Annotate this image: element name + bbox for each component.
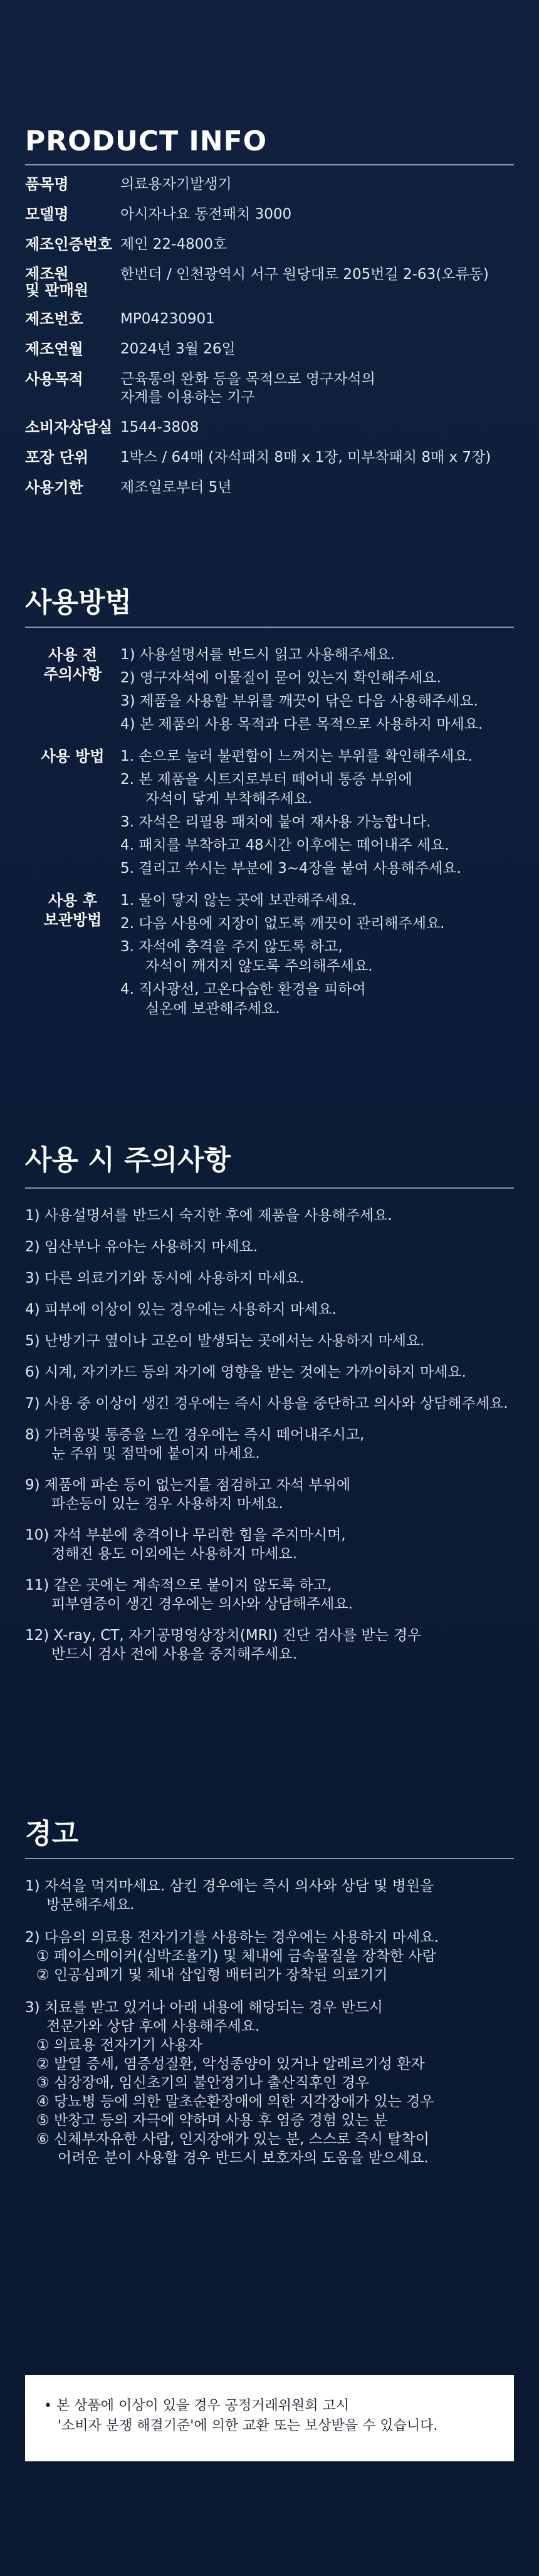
info-label: 제조연월 [25, 340, 83, 358]
info-row [25, 479, 514, 497]
info-value: MP04230901 [120, 311, 215, 327]
usage-table [25, 645, 514, 1031]
usage-group [25, 891, 514, 1023]
notice-text: • 본 상품에 이상이 있을 경우 공정거래위원회 고시 '소비자 분쟁 해결기준'에 의한 교환 또는 보상받을 수 있습니다. [44, 2398, 438, 2434]
caution-item: 4) 피부에 이상이 있는 경우에는 사용하지 마세요. [25, 1301, 337, 1318]
info-row [25, 236, 514, 254]
usage-item: 2) 영구자석에 이물질이 묻어 있는지 확인해주세요. [120, 670, 441, 686]
warning-item [25, 1877, 514, 1914]
info-value: 아시자나요 동전패치 3000 [120, 206, 292, 222]
info-row [25, 419, 514, 437]
info-value: 제조일로부터 5년 [120, 479, 232, 496]
usage-group [25, 747, 514, 882]
warning-item-text: 1) 자석을 먹지마세요. 삼킨 경우에는 즉시 의사와 상담 및 병원을 방문해주세요. [25, 1878, 434, 1913]
info-value: 근육통의 완화 등을 목적으로 영구자석의 자계를 이용하는 기구 [120, 371, 375, 405]
divider [25, 1187, 514, 1189]
caution-item: 2) 임산부나 유아는 사용하지 마세요. [25, 1239, 258, 1255]
info-label: 품목명 [25, 175, 69, 193]
info-row [25, 206, 514, 224]
warning-sub-item: ③ 심장장애, 임신초기의 불안정기나 출산직후인 경우 [36, 2075, 370, 2091]
caution-item: 12) X-ray, CT, 자기공명영상장치(MRI) 진단 검사를 받는 경우 반드시 검사 전에 사용을 중지해주세요. [25, 1627, 422, 1662]
usage-group-label: 사용 방법 [41, 748, 105, 765]
info-label: 모델명 [25, 206, 69, 223]
caution-item: 6) 시계, 자기카드 등의 자기에 영향을 받는 것에는 가까이하지 마세요. [25, 1364, 466, 1380]
warning-sub-item: ② 발열 증세, 염증성질환, 악성종양이 있거나 알레르기성 환자 [36, 2056, 425, 2072]
info-row [25, 266, 514, 298]
usage-group-items [120, 891, 514, 1023]
info-row [25, 449, 514, 467]
info-label: 사용기한 [25, 479, 83, 496]
usage-item: 3. 자석은 리필용 패치에 붙여 재사용 가능합니다. [120, 814, 431, 830]
info-value: 한번더 / 인천광역시 서구 원당대로 205번길 2-63(오류동) [120, 266, 489, 283]
info-label: 소비자상담실 [25, 419, 113, 436]
info-value: 2024년 3월 26일 [120, 341, 236, 357]
product-info-table [25, 175, 514, 509]
info-label: 사용목적 [25, 370, 83, 388]
warning-item [25, 1998, 514, 2167]
caution-item: 1) 사용설명서를 반드시 숙지한 후에 제품을 사용해주세요. [25, 1207, 392, 1224]
info-row [25, 175, 514, 194]
info-value: 1박스 / 64매 (자석패치 8매 x 1장, 미부착패치 8매 x 7장) [120, 449, 491, 466]
caution-item: 11) 같은 곳에는 계속적으로 붙이지 않도록 하고, 피부염증이 생긴 경우에는 의사와 상담해주세요. [25, 1577, 353, 1612]
caution-item: 5) 난방기구 옆이나 고온이 발생되는 곳에서는 사용하지 마세요. [25, 1333, 425, 1349]
info-value: 의료용자기발생기 [120, 176, 232, 192]
caution-item: 3) 다른 의료기기와 동시에 사용하지 마세요. [25, 1270, 305, 1286]
info-label: 포장 단위 [25, 449, 89, 466]
caution-item: 7) 사용 중 이상이 생긴 경우에는 즉시 사용을 중단하고 의사와 상담해주세요. [25, 1395, 508, 1412]
warning-sub-item: ① 페이스메이커(심박조율기) 및 체내에 금속물질을 장착한 사람 [36, 1948, 436, 1964]
info-label: 제조원 및 판매원 [25, 265, 89, 299]
usage-group-items [120, 645, 514, 738]
caution-item: 9) 제품에 파손 등이 없는지를 점검하고 자석 부위에 파손등이 있는 경우 사용하지 마세요. [25, 1477, 351, 1512]
usage-group-label: 사용 후 보관방법 [43, 892, 102, 929]
usage-item: 4. 직사광선, 고온다습한 환경을 피하여 실온에 보관해주세요. [120, 981, 366, 1017]
usage-item: 2. 다음 사용에 지장이 없도록 깨끗이 관리해주세요. [120, 915, 445, 932]
usage-item: 4. 패치를 부착하고 48시간 이후에는 떼어내주 세요. [120, 837, 449, 853]
info-label: 제조인증번호 [25, 236, 113, 253]
info-value: 제인 22-4800호 [120, 236, 228, 253]
warning-sub-item: ⑤ 반창고 등의 자극에 약하며 사용 후 염증 경험 있는 분 [36, 2112, 388, 2129]
warning-title: 경고 [25, 1818, 79, 1850]
usage-group-label: 사용 전 주의사항 [43, 646, 102, 683]
warning-list [25, 1877, 514, 2181]
usage-item: 1. 손으로 눌러 불편함이 느껴지는 부위를 확인해주세요. [120, 748, 473, 764]
usage-item: 3. 자석에 충격을 주지 않도록 하고, 자석이 깨지지 않도록 주의해주세요. [120, 939, 373, 974]
usage-group [25, 645, 514, 738]
caution-item: 8) 가려움및 통증을 느낀 경우에는 즉시 떼어내주시고, 눈 주위 및 점막에 붙이지 마세요. [25, 1427, 365, 1462]
divider [25, 1858, 514, 1859]
usage-item: 3) 제품을 사용할 부위를 깨끗이 닦은 다음 사용해주세요. [120, 693, 478, 709]
info-label: 제조번호 [25, 310, 83, 328]
usage-item: 4) 본 제품의 사용 목적과 다른 목적으로 사용하지 마세요. [120, 716, 483, 733]
warning-sub-item: ① 의료용 전자기기 사용자 [36, 2037, 202, 2053]
divider [25, 627, 514, 628]
warning-item-text: 3) 치료를 받고 있거나 아래 내용에 해당되는 경우 반드시 전문가와 상담 후에 사용해주세요. [25, 2000, 383, 2035]
usage-item: 5. 결리고 쑤시는 부분에 3~4장을 붙여 사용해주세요. [120, 860, 461, 877]
warning-sub-item: ④ 당뇨병 등에 의한 말초순환장애에 의한 지각장애가 있는 경우 [36, 2094, 434, 2110]
caution-list [25, 1206, 514, 1676]
warning-sub-item: ⑥ 신체부자유한 사람, 인지장애가 있는 분, 스스로 즉시 탈착이 어려운 분이 사용할 경우 반드시 보호자의 도움을 받으세요. [36, 2131, 429, 2166]
usage-item: 1. 물이 닿지 않는 곳에 보관해주세요. [120, 892, 357, 909]
info-row [25, 340, 514, 358]
product-info-title: PRODUCT INFO [25, 125, 268, 157]
notice-box [25, 2375, 514, 2461]
divider [25, 164, 514, 165]
warning-sub-item: ② 인공심폐기 및 체내 삽입형 배터리가 장착된 의료기기 [36, 1967, 388, 1983]
caution-title: 사용 시 주의사항 [25, 1144, 231, 1176]
info-row [25, 370, 514, 407]
warning-item [25, 1928, 514, 1984]
usage-title: 사용방법 [25, 587, 132, 618]
info-value: 1544-3808 [120, 419, 199, 435]
info-row [25, 310, 514, 328]
warning-item-text: 2) 다음의 의료용 전자기기를 사용하는 경우에는 사용하지 마세요. [25, 1929, 439, 1946]
usage-item: 1) 사용설명서를 반드시 읽고 사용해주세요. [120, 647, 395, 663]
usage-group-items [120, 747, 514, 882]
caution-item: 10) 자석 부분에 충격이나 무리한 힘을 주지마시며, 정해진 용도 이외에는 사용하지 마세요. [25, 1527, 346, 1562]
usage-item: 2. 본 제품을 시트지로부터 떼어내 통증 부위에 자석이 닿게 부착해주세요. [120, 771, 412, 807]
